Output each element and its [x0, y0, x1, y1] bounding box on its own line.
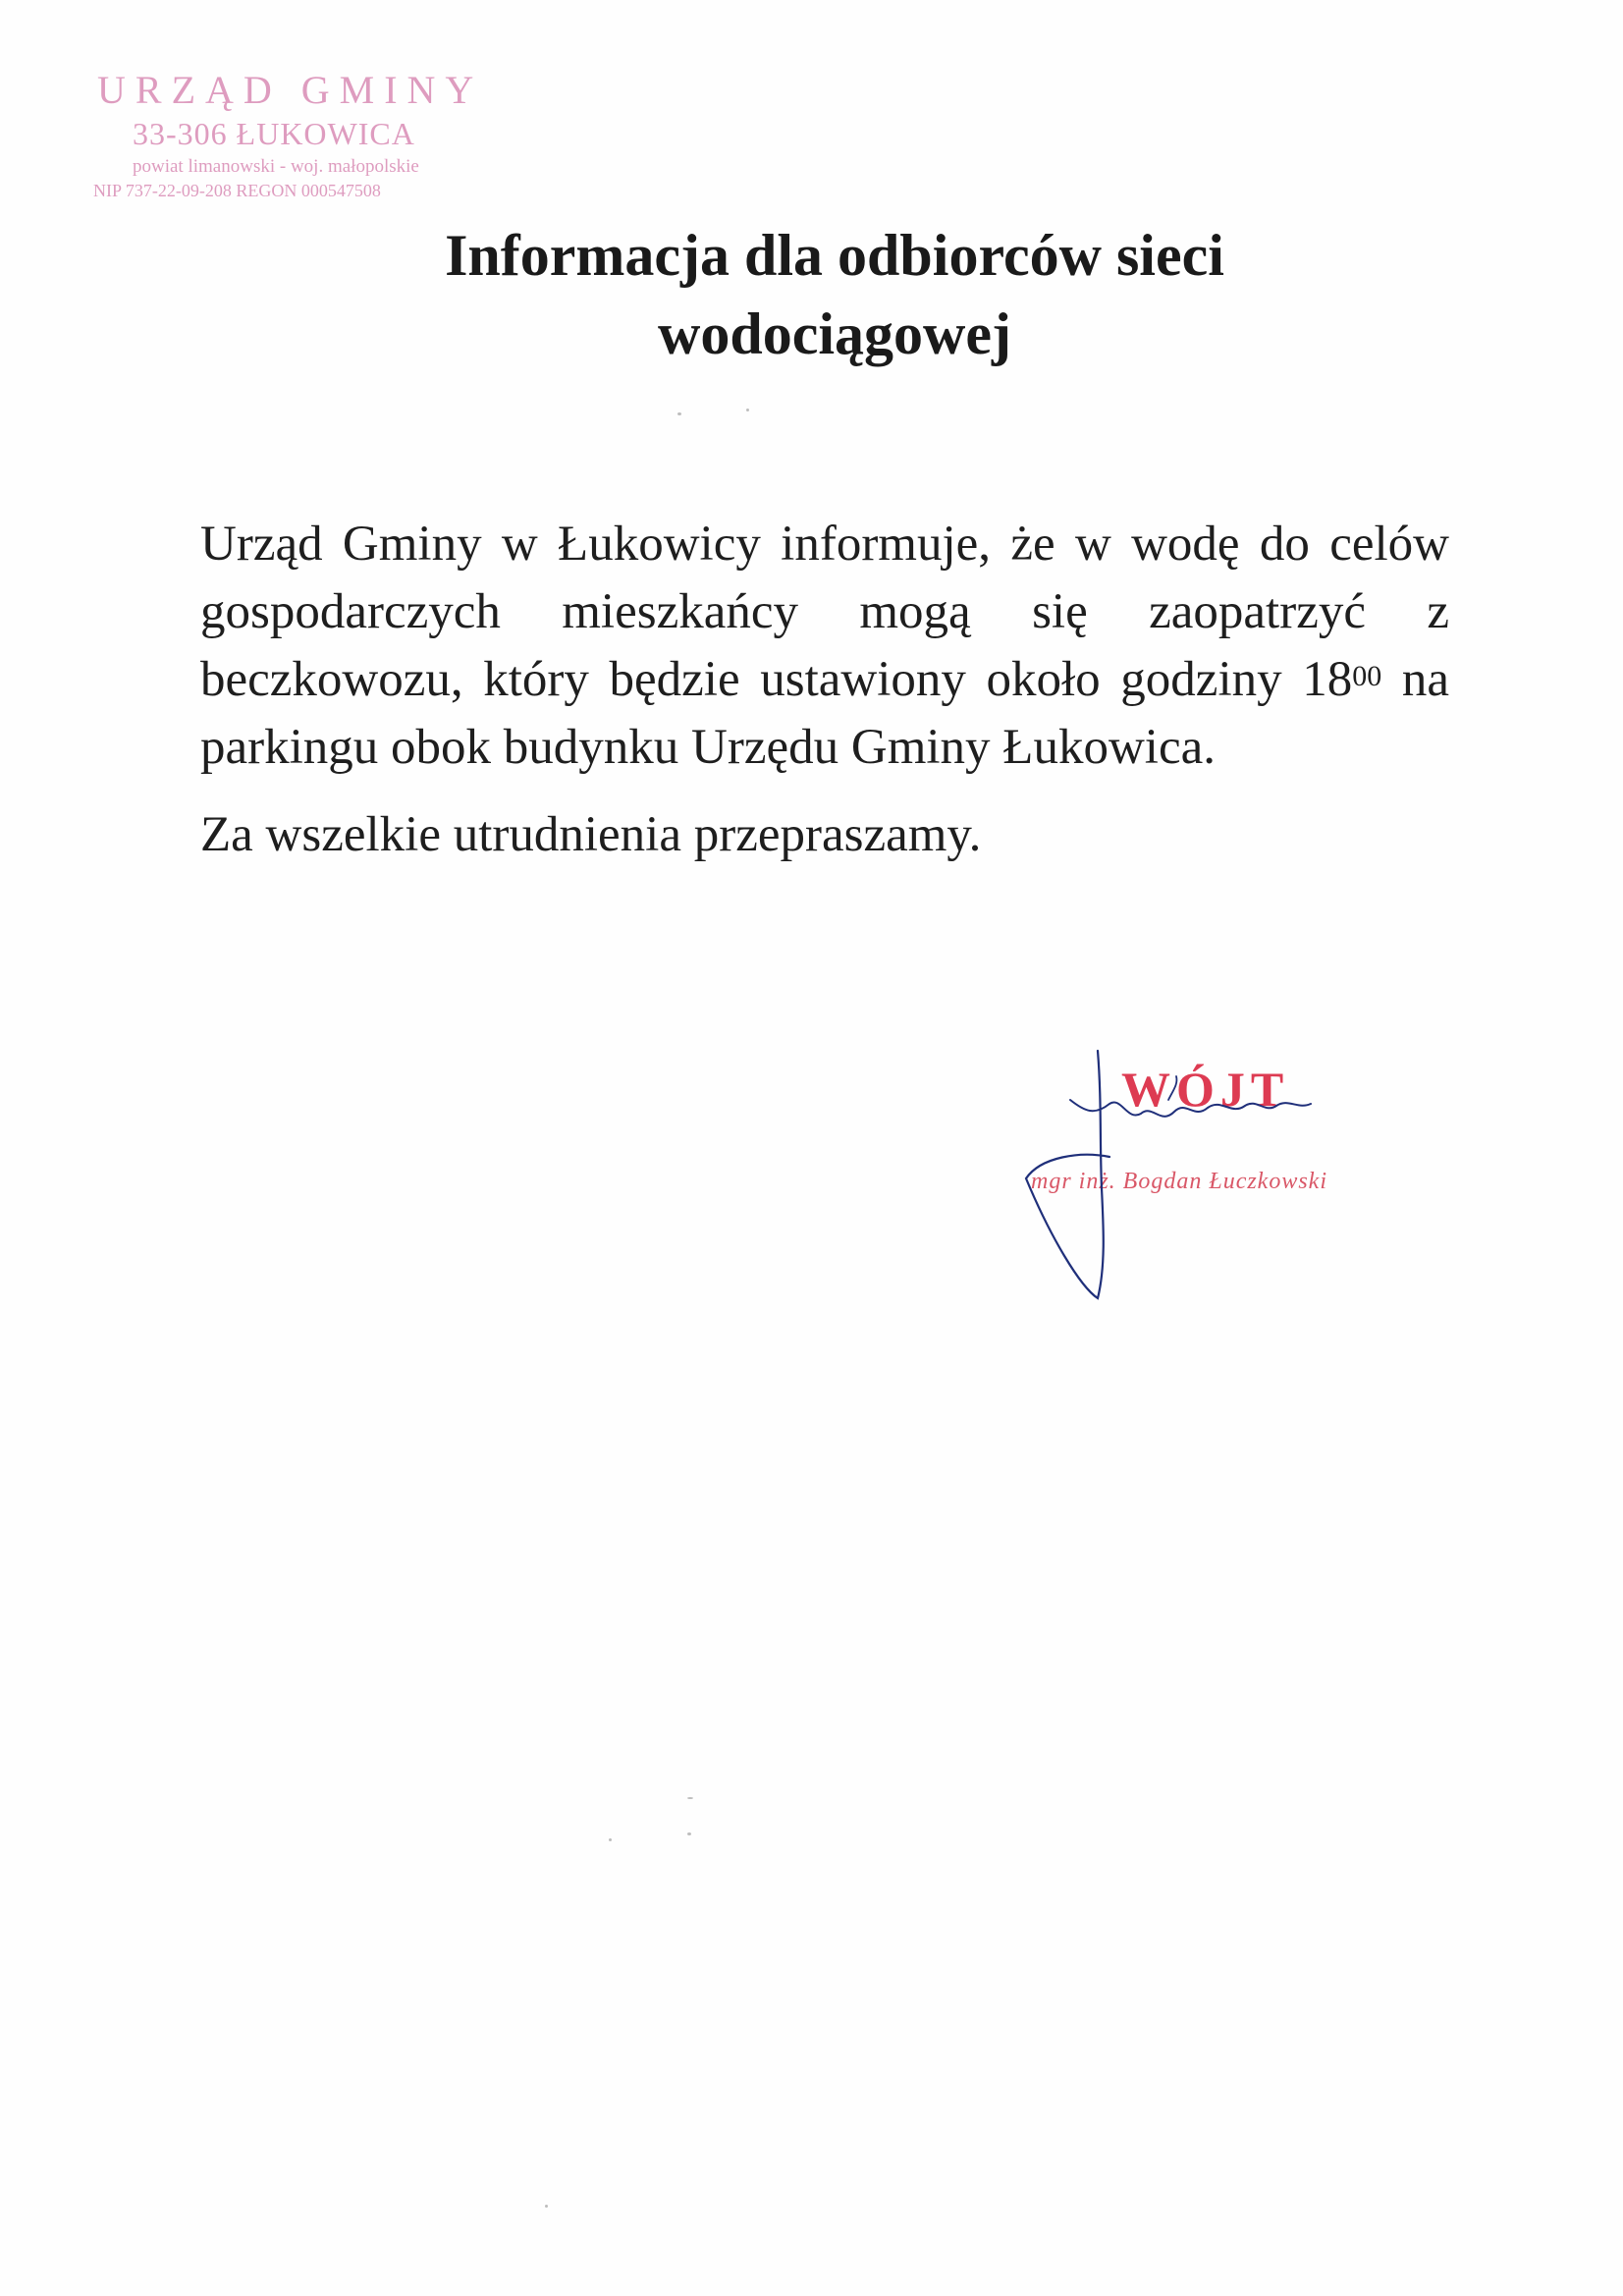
signature-title: WÓJT [1121, 1062, 1290, 1117]
title-line-1: Informacja dla odbiorców sieci [445, 223, 1224, 288]
document-title [245, 216, 1424, 373]
paragraph-text-start: Urząd Gminy w Łukowicy informuje, że w wodę do celów gospodarczych mieszkańcy mogą się zaopatrzyć z beczkowozu, który będzie ustawiony około godziny [200, 517, 1449, 707]
stamp-region: powiat limanowski - woj. małopolskie [133, 156, 419, 177]
scan-speck [545, 2205, 548, 2208]
scan-speck [746, 409, 749, 411]
signatory-name: mgr inż. Bogdan Łuczkowski [1031, 1169, 1327, 1194]
signature-block [1011, 1041, 1424, 1316]
document-body [200, 511, 1449, 869]
stamp-postal-address: 33-306 ŁUKOWICA [133, 116, 415, 151]
scan-speck [687, 1797, 693, 1799]
minutes-superscript: 00 [1352, 660, 1382, 692]
paragraph-text-end: na parkingu obok budynku Urzędu Gminy Łukowica. [200, 652, 1449, 775]
scan-speck [609, 1838, 612, 1841]
scan-speck [677, 412, 681, 415]
paragraph-apology: Za wszelkie utrudnienia przepraszamy. [200, 807, 982, 862]
handwritten-signature [1011, 1041, 1424, 1316]
office-stamp [93, 68, 515, 200]
scan-speck [687, 1832, 691, 1835]
paragraph-announcement [200, 511, 1449, 782]
stamp-office-name: URZĄD GMINY [97, 68, 484, 112]
hour-value: 18 [1302, 652, 1353, 707]
stamp-tax-ids: NIP 737-22-09-208 REGON 000547508 [93, 181, 381, 200]
title-line-2: wodociągowej [658, 301, 1011, 366]
